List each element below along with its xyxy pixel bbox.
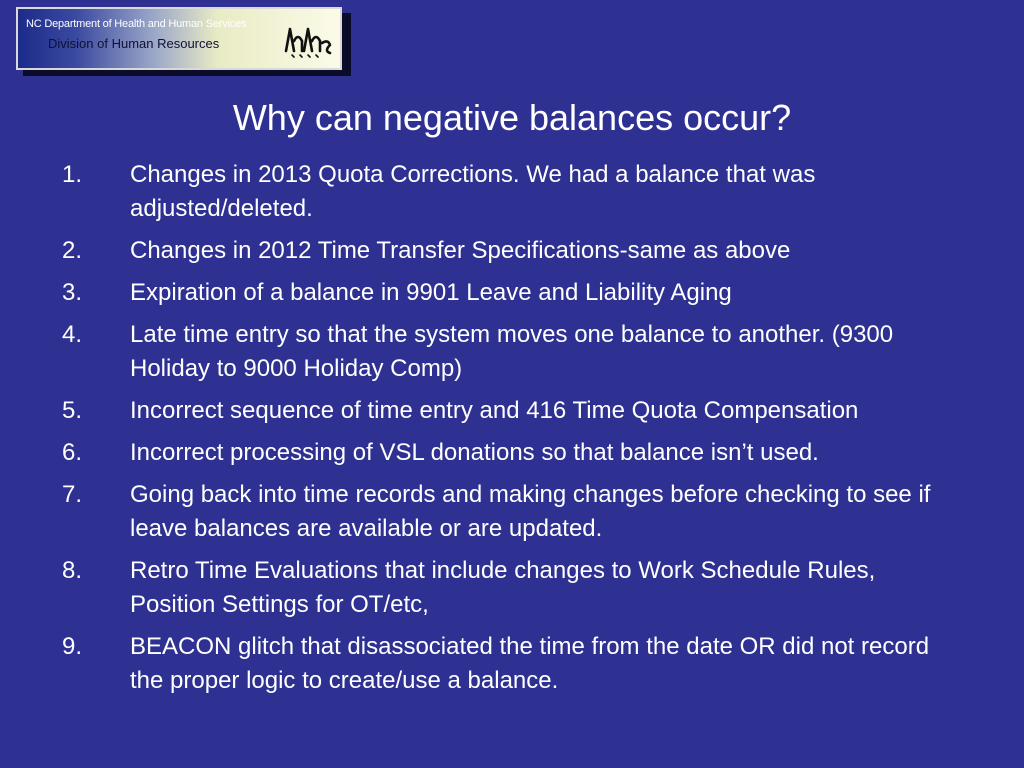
item-number: 4.	[62, 321, 83, 348]
item-text: Late time entry so that the system moves one balance to another. (9300 Holiday to 9000 Holiday Comp)	[130, 321, 894, 382]
dhhs-emblem-icon	[280, 23, 334, 59]
list-item	[62, 276, 982, 310]
list-item	[62, 554, 982, 622]
dhhs-logo-banner	[16, 7, 342, 70]
logo-agency-text: NC Department of Health and Human Services	[26, 18, 247, 30]
item-text: BEACON glitch that disassociated the time from the date OR did not record the proper logic to create/use a balance.	[130, 633, 930, 694]
list-item	[62, 394, 982, 428]
item-text: Going back into time records and making changes before checking to see if leave balances are available or are updated.	[130, 481, 931, 542]
item-number: 3.	[62, 279, 83, 306]
item-text: Incorrect processing of VSL donations so that balance isn’t used.	[130, 439, 819, 466]
item-number: 9.	[62, 633, 83, 660]
item-number: 6.	[62, 439, 83, 466]
item-text: Incorrect sequence of time entry and 416 Time Quota Compensation	[130, 397, 859, 424]
item-number: 7.	[62, 481, 83, 508]
item-number: 8.	[62, 557, 83, 584]
item-number: 2.	[62, 237, 83, 264]
item-text: Changes in 2013 Quota Corrections. We had a balance that was adjusted/deleted.	[130, 161, 816, 222]
item-text: Changes in 2012 Time Transfer Specifications-same as above	[130, 237, 791, 264]
item-text: Retro Time Evaluations that include changes to Work Schedule Rules, Position Settings for OT/etc,	[130, 557, 876, 618]
list-item	[62, 436, 982, 470]
reasons-list	[62, 158, 982, 706]
list-item	[62, 478, 982, 546]
item-text: Expiration of a balance in 9901 Leave and Liability Aging	[130, 279, 732, 306]
logo-division-text: Division of Human Resources	[48, 36, 220, 51]
item-number: 5.	[62, 397, 83, 424]
list-item	[62, 158, 982, 226]
item-number: 1.	[62, 161, 83, 188]
slide-title: Why can negative balances occur?	[232, 97, 792, 138]
list-item	[62, 318, 982, 386]
list-item	[62, 234, 982, 268]
list-item	[62, 630, 982, 698]
